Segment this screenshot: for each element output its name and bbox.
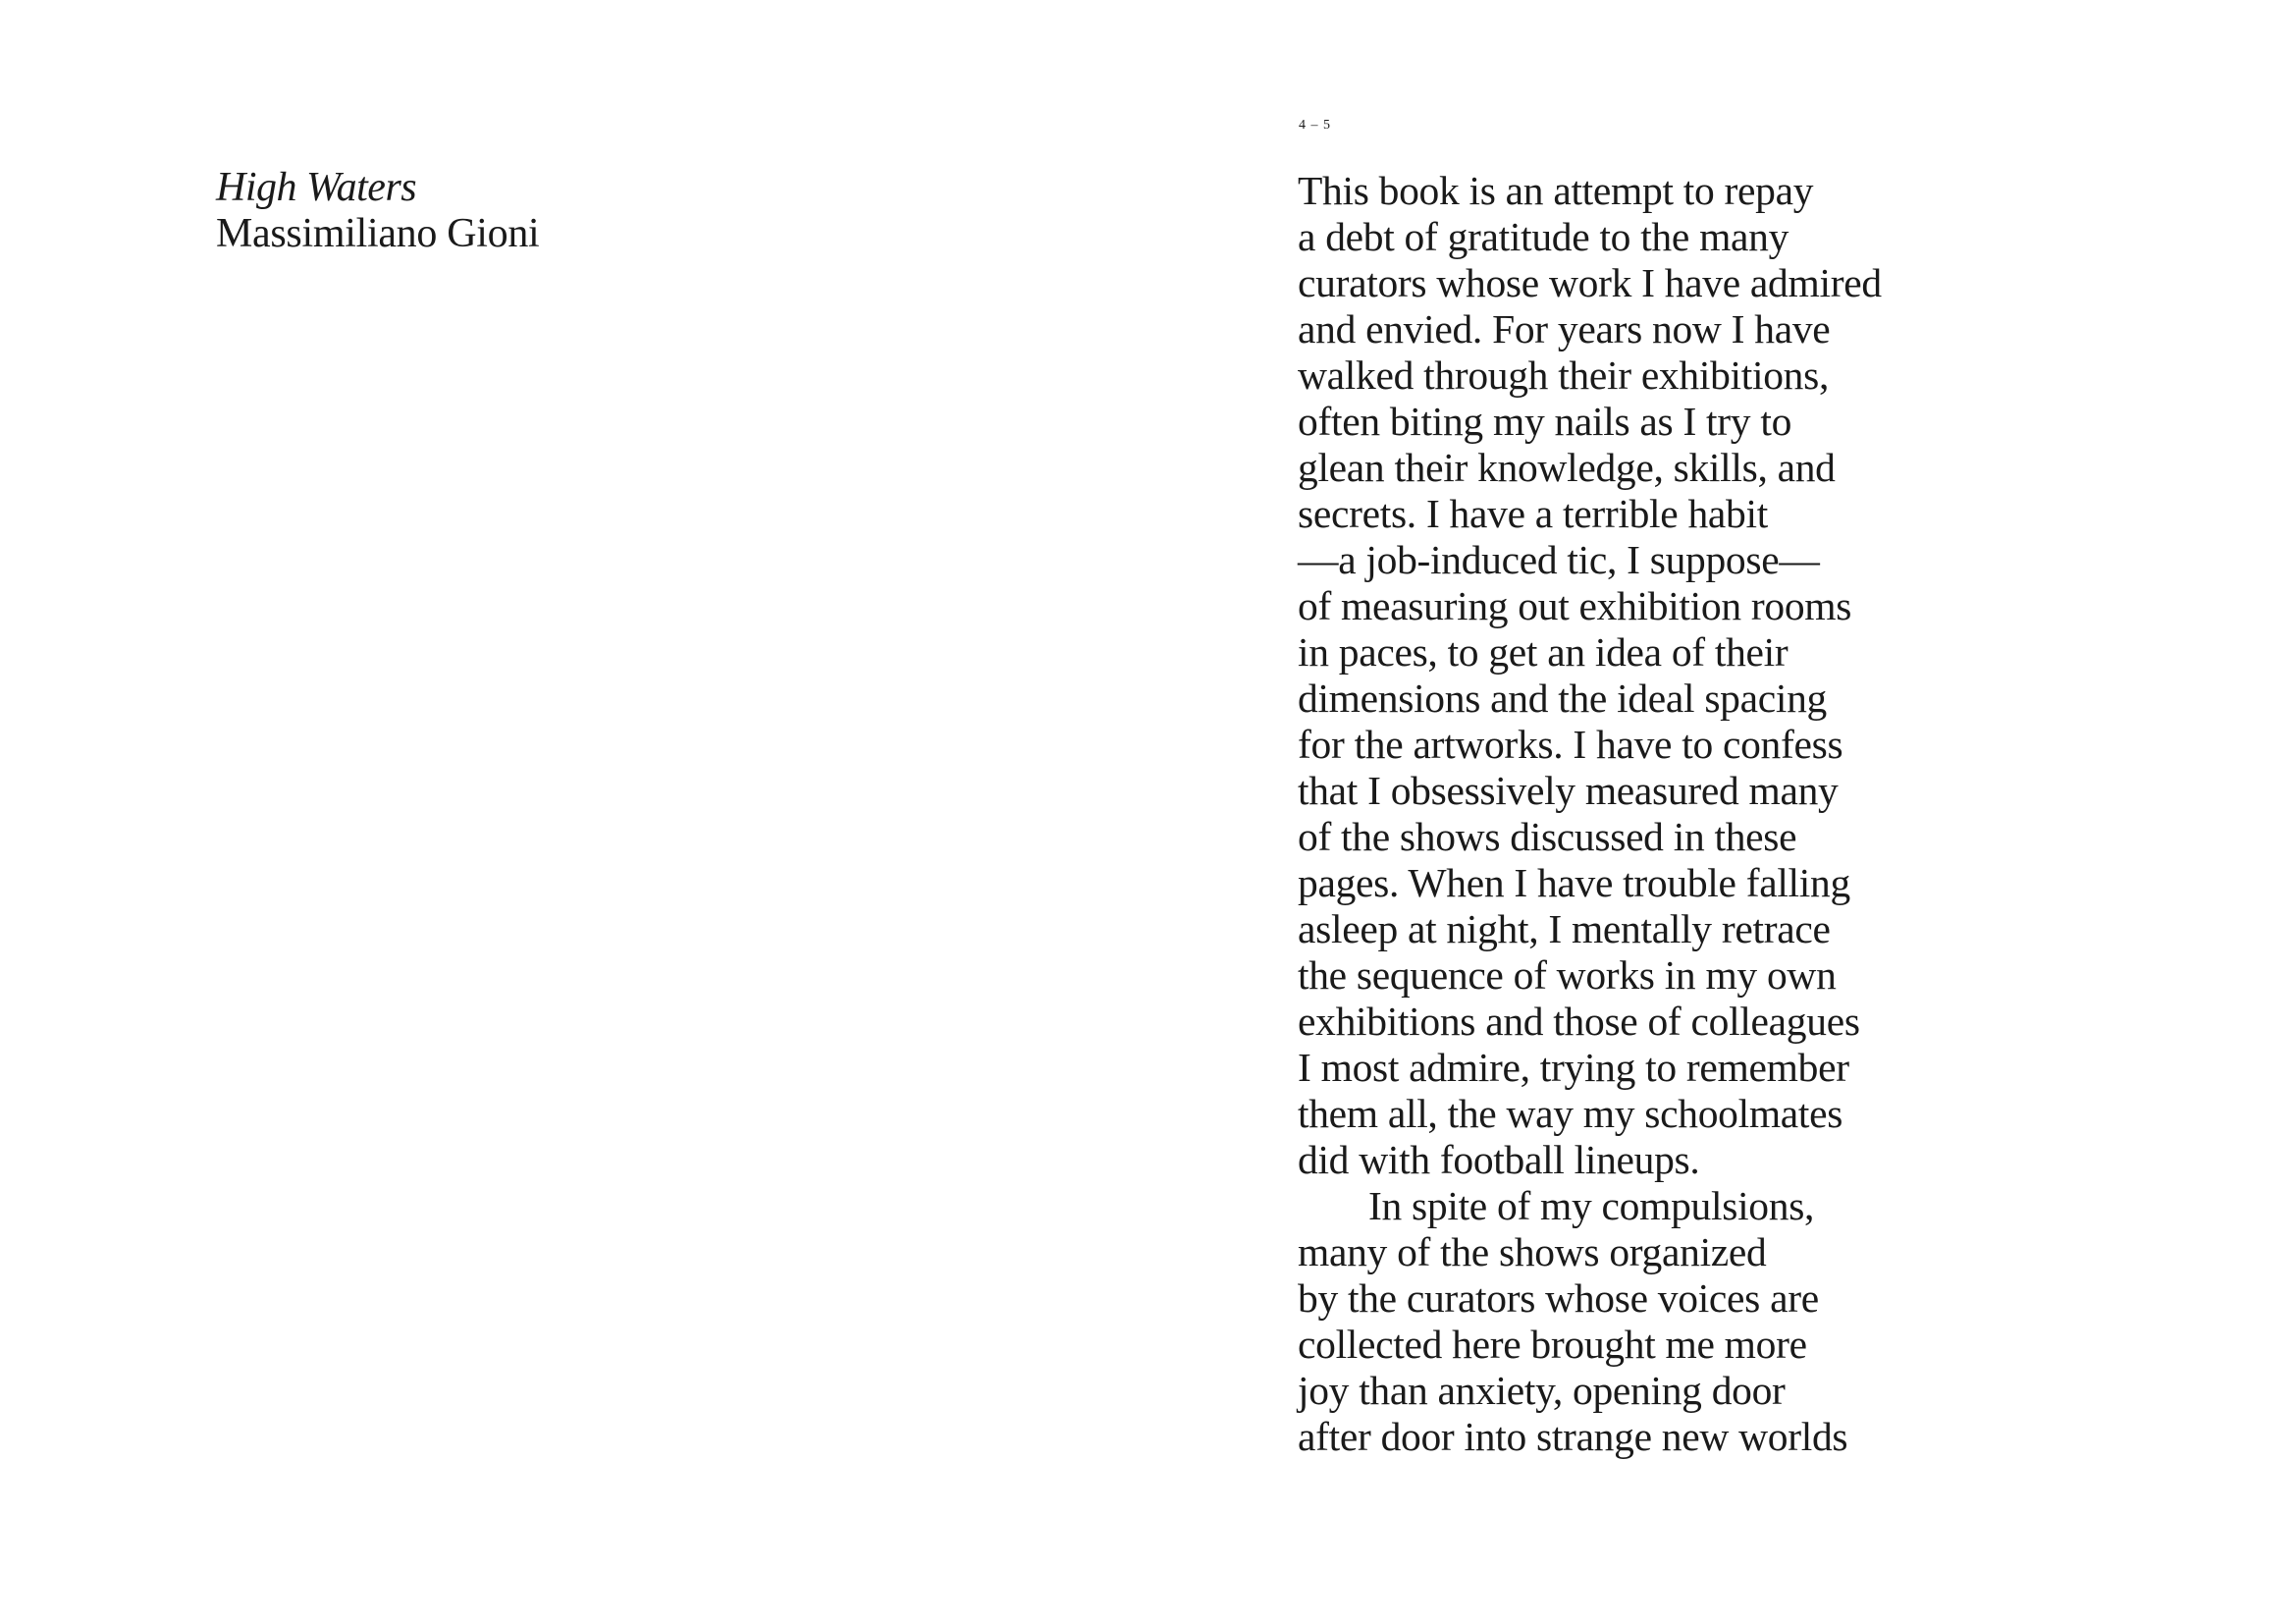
text-line: them all, the way my schoolmates: [1298, 1091, 1843, 1136]
text-line: glean their knowledge, skills, and: [1298, 445, 1836, 490]
text-line: a debt of gratitude to the many: [1298, 214, 1789, 259]
text-line: by the curators whose voices are: [1298, 1275, 1819, 1321]
text-line: walked through their exhibitions,: [1298, 352, 1830, 398]
text-line: asleep at night, I mentally retrace: [1298, 906, 1831, 951]
text-line: in paces, to get an idea of their: [1298, 629, 1789, 675]
text-line: pages. When I have trouble falling: [1298, 860, 1850, 905]
text-line: of measuring out exhibition rooms: [1298, 583, 1852, 628]
text-line: did with football lineups.: [1298, 1137, 1700, 1182]
essay-heading: [216, 165, 539, 257]
text-line: collected here brought me more: [1298, 1322, 1807, 1367]
text-line: This book is an attempt to repay: [1298, 168, 1814, 213]
text-line: after door into strange new worlds: [1298, 1414, 1848, 1459]
text-line: curators whose work I have admired: [1298, 260, 1882, 305]
body-text: [1298, 168, 2044, 1460]
text-line: of the shows discussed in these: [1298, 814, 1797, 859]
page-number: 4 – 5: [1299, 118, 1331, 133]
text-line: —a job-induced tic, I suppose—: [1298, 537, 1820, 582]
text-line: many of the shows organized: [1298, 1229, 1767, 1274]
text-line: for the artworks. I have to confess: [1298, 722, 1843, 767]
essay-title: High Waters: [216, 165, 417, 210]
text-line: that I obsessively measured many: [1298, 768, 1839, 813]
text-line: the sequence of works in my own: [1298, 952, 1837, 998]
essay-author: Massimiliano Gioni: [216, 211, 540, 256]
text-line: exhibitions and those of colleagues: [1298, 999, 1860, 1044]
text-line: dimensions and the ideal spacing: [1298, 676, 1827, 721]
text-line: often biting my nails as I try to: [1298, 399, 1792, 444]
text-line: joy than anxiety, opening door: [1298, 1368, 1786, 1413]
text-line: I most admire, trying to remember: [1298, 1045, 1849, 1090]
text-line: secrets. I have a terrible habit: [1298, 491, 1768, 536]
text-line: and envied. For years now I have: [1298, 306, 1831, 352]
text-line-paragraph-start: In spite of my compulsions,: [1368, 1183, 1815, 1228]
